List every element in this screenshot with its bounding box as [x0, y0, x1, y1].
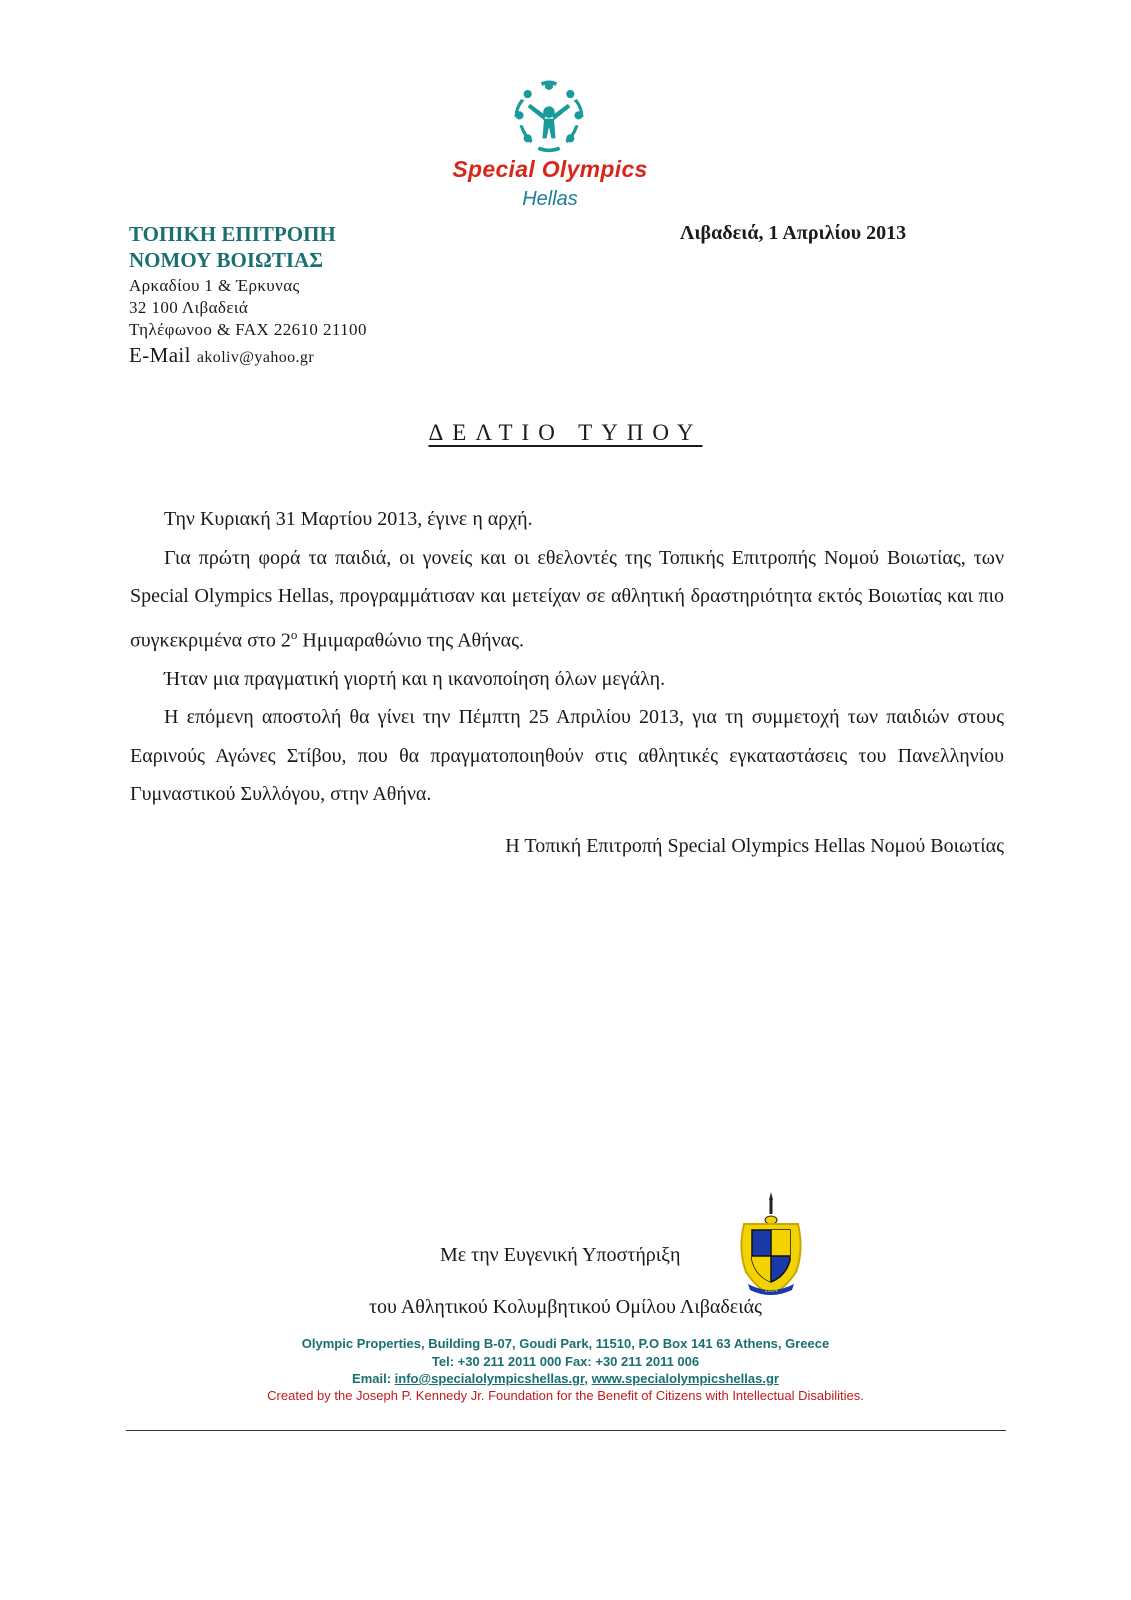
address-city: 32 100 Λιβαδειά: [129, 298, 249, 317]
press-release-title: [0, 420, 1131, 446]
support-line-1: Με την Ευγενική Υποστήριξη: [440, 1244, 681, 1266]
org-name-line2: ΝΟΜΟΥ ΒΟΙΩΤΙΑΣ: [129, 248, 323, 272]
ordinal-superscript: ο: [290, 626, 298, 642]
footer-email-link[interactable]: info@specialolympicshellas.gr: [394, 1371, 585, 1386]
logo-title: Special Olympics: [452, 156, 648, 182]
crest-year: 1924: [764, 1288, 778, 1294]
footer-separator: ,: [584, 1371, 592, 1386]
footer-email-label: Email:: [352, 1371, 395, 1386]
address-street: Αρκαδίου 1 & Έρκυνας: [129, 276, 300, 295]
signature: Η Τοπική Επιτροπή Special Olympics Hellas Νομού Βοιωτίας: [505, 835, 1004, 857]
letter-date: Λιβαδειά, 1 Απριλίου 2013: [680, 222, 907, 244]
support-line-2: του Αθλητικού Κολυμβητικού Ομίλου Λιβαδειάς: [369, 1296, 762, 1318]
address-phone: Τηλέφωνοο & FAX 22610 21100: [129, 320, 367, 339]
body-paragraph-3: Ήταν μια πραγματική γιορτή και η ικανοποίηση όλων μεγάλη.: [164, 667, 666, 690]
press-release-body: [130, 500, 1004, 814]
body-paragraph-1: Την Κυριακή 31 Μαρτίου 2013, έγινε η αρχή.: [164, 508, 533, 530]
logo-subtitle: Hellas: [522, 188, 578, 210]
footer-divider: [126, 1430, 1006, 1431]
footer-contact: [0, 1371, 1131, 1386]
special-olympics-logo-icon: [508, 76, 590, 158]
footer-address: Olympic Properties, Building B-07, Goudi Park, 11510, P.O Box 141 63 Athens, Greece: [301, 1336, 830, 1351]
press-release-title-text: ΔΕΛΤΙΟ ΤΥΠΟΥ: [428, 420, 703, 445]
body-paragraph-2: [130, 539, 1004, 660]
footer-created-by: Created by the Joseph P. Kennedy Jr. Foundation for the Benefit of Citizens with Intellectual Disabilities.: [267, 1388, 864, 1403]
swimming-club-crest-icon: [736, 1190, 806, 1300]
body-paragraph-4: Η επόμενη αποστολή θα γίνει την Πέμπτη 25 Απριλίου 2013, για τη συμμετοχή των παιδιών στους Εαρινούς Αγώνες Στίβου, που θα πραγματοποιηθούν στις αθλητικές εγκαταστάσεις του Πανελληνίου Γυμναστικού Συλλόγου, στην Αθήνα.: [130, 706, 1004, 806]
email-label: E-Mail: [129, 343, 191, 367]
org-name-line1: ΤΟΠΙΚΗ ΕΠΙΤΡΟΠΗ: [129, 222, 336, 246]
footer-phone: Tel: +30 211 2011 000 Fax: +30 211 2011 006: [431, 1354, 700, 1369]
footer-website-link[interactable]: www.specialolympicshellas.gr: [591, 1371, 779, 1386]
body-paragraph-2-text: Για πρώτη φορά τα παιδιά, οι γονείς και οι εθελοντές της Τοπικής Επιτροπής Νομού Βοιωτίας, των Special Olympics Hellas, προγραμμάτισαν και μετείχαν σε αθλητική δραστηριότητα εκτός Βοιωτίας και πιο συγκεκριμένα στο 2: [130, 546, 1004, 652]
email-value[interactable]: akoliv@yahoo.gr: [196, 349, 315, 366]
address-email: [129, 343, 314, 368]
body-paragraph-2-end: Ημιμαραθώνιο της Αθήνας.: [297, 629, 525, 652]
